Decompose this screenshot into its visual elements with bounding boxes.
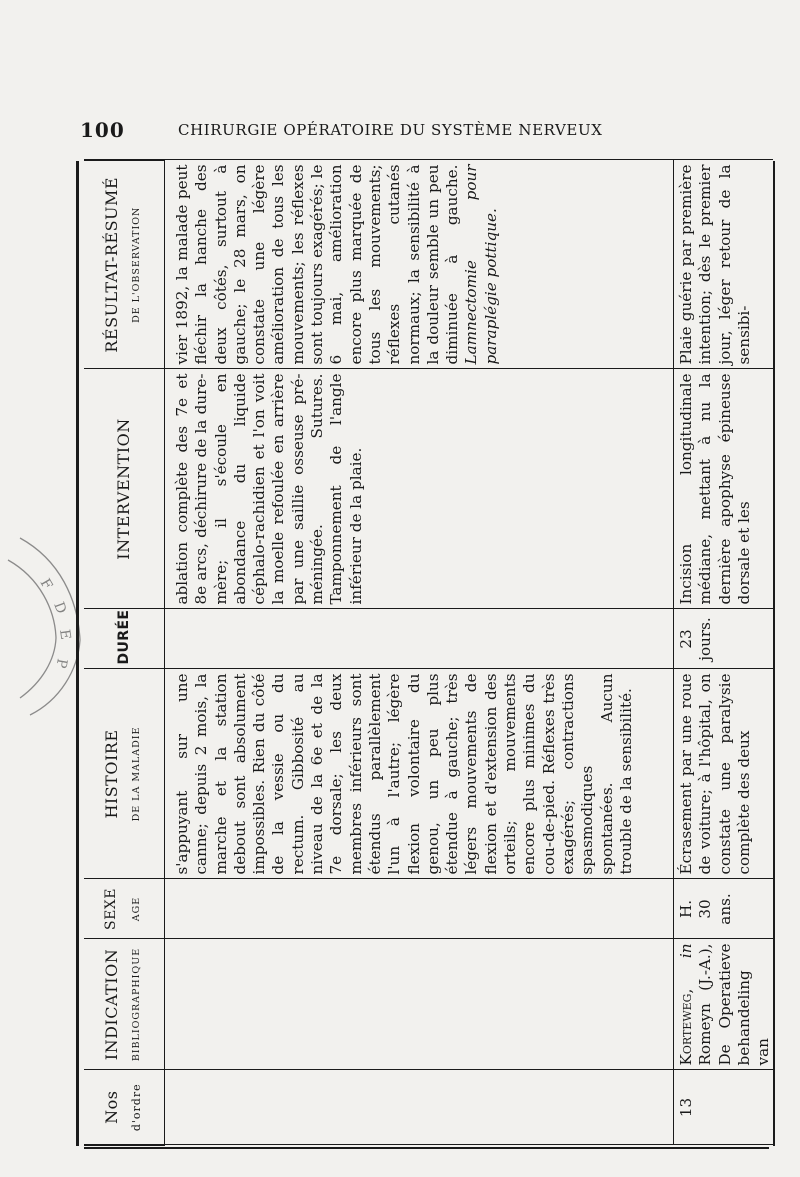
header-indication-title: INDICATION (101, 948, 121, 1061)
entry-row-13 (674, 160, 774, 1145)
cell-histoire-13: Écrasement par une roue de voiture; à l'hôpital, on constate une paralysie complète des deux (674, 669, 774, 879)
cell-duree-continued (165, 609, 674, 669)
observation-table (84, 159, 773, 1146)
running-title: CHIRURGIE OPÉRATOIRE DU SYSTÈME NERVEUX (178, 121, 603, 139)
header-indication (84, 939, 165, 1070)
sexe-value: H. (677, 899, 695, 919)
cell-sexe-continued (165, 879, 674, 939)
table-bottom-rule (773, 161, 775, 1146)
header-no-subtitle: d'ordre (130, 1083, 143, 1132)
cell-no-13: 13 (674, 1070, 774, 1145)
cell-indication-continued (165, 939, 674, 1070)
cell-indication-13 (674, 939, 774, 1070)
page-number: 100 (80, 118, 125, 142)
header-duree (84, 609, 165, 669)
header-sexe (84, 879, 165, 939)
header-histoire (84, 669, 165, 879)
resultat-continued-note: Lamnectomie pour paraplégie pottique. (462, 164, 500, 365)
continued-row (165, 160, 674, 1145)
header-histoire-subtitle: DE LA MALADIE (131, 726, 142, 822)
cell-resultat-continued (165, 160, 674, 369)
library-stamp (0, 520, 85, 720)
age-value: 30 ans. (696, 893, 734, 925)
indication-rest: Romeyn (J.-A.), De Operatieve behandeling van (696, 943, 773, 1066)
page-header (0, 118, 800, 142)
header-age-subtitle: AGE (131, 896, 142, 922)
cell-resultat-13: Plaie guérie par première intention; dès le premier jour, léger retour de la sensibi- (674, 160, 774, 369)
svg-text:P: P (52, 657, 70, 670)
header-resultat-subtitle: DE L'OBSERVATION (131, 206, 142, 323)
header-resultat-title: RÉSULTAT-RÉSUMÉ (101, 176, 121, 353)
header-no (84, 1070, 165, 1145)
svg-text:D: D (50, 599, 70, 616)
header-intervention (84, 369, 165, 609)
indication-author: Korteweg, (677, 988, 695, 1066)
cell-no-continued (165, 1070, 674, 1145)
cell-sexe-13 (674, 879, 774, 939)
header-indication-subtitle: BIBLIOGRAPHIQUE (131, 947, 142, 1062)
cell-duree-13: 23 jours. (674, 609, 774, 669)
indication-in: in (677, 943, 695, 959)
header-no-title: Nos (101, 1090, 121, 1124)
table-top-rule (76, 161, 79, 1146)
table-left-rule (84, 1147, 769, 1149)
cell-intervention-13: Incision longitudinale médiane, mettant à nu la dernière apophyse épineuse dorsale et les (674, 369, 774, 609)
resultat-continued-text: vier 1892, la malade peut fléchir la hanche des deux côtés, surtout à gauche; le 28 mars, on constate une légère amélioration de tous les mouvements; les réflexes sont toujours exagérés; le 6 mai, amélioration encore plus marquée de tous les mouvements; réflexes cutanés normaux; la sensibilité à la douleur semble un peu diminuée à gauche. (173, 164, 462, 365)
cell-histoire-continued: s'appuyant sur une canne; depuis 2 mois, la marche et la station debout sont absolument impossibles. Rien du côté de la vessie ou du rectum. Gibbosité au niveau de la 6e et de la 7e dorsale; les deux membres inférieurs sont étendus parallèlement l'un à l'autre; légère flexion volontaire du genou, un peu plus étendue à gauche; très légers mouvements de flexion et d'extension des orteils; mouvements encore plus minimes du cou-de-pied. Réflexes très exagérés; contractions spasmodiques spontanées. Aucun trouble de la sensibilité. (165, 669, 674, 879)
svg-text:F: F (36, 576, 56, 593)
header-histoire-title: HISTOIRE (101, 729, 121, 819)
header-sexe-title: SEXE (102, 888, 119, 930)
header-duree-title: DURÉE (115, 609, 132, 665)
cell-intervention-continued: ablation complète des 7e et 8e arcs, déchirure de la dure-mère; il s'écoule en abondance du liquide céphalo-rachidien et l'on voit la moelle refoulée en arrière par une saillie osseuse pré-méningée. Sutures. Tamponnement de l'angle inférieur de la plaie. (165, 369, 674, 609)
header-intervention-title: INTERVENTION (114, 418, 134, 560)
svg-text:E: E (56, 628, 74, 641)
header-resultat (84, 160, 165, 369)
header-row (84, 160, 165, 1145)
observation-table-rotated (84, 161, 773, 1146)
